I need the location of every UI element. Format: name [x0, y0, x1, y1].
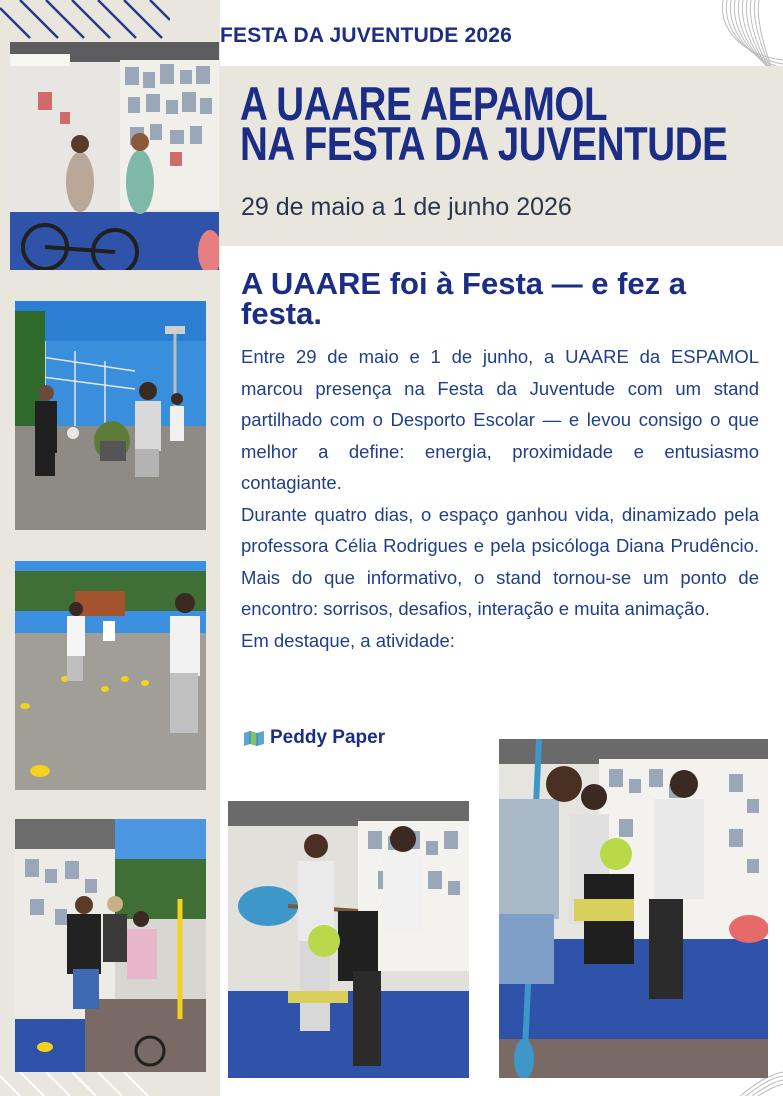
main-title — [240, 77, 728, 170]
section-title: A UAARE foi à Festa — e fez a festa. — [241, 266, 687, 331]
photo-outdoor-ball-game — [15, 301, 206, 530]
photo-outdoor-cones — [15, 561, 206, 790]
photo-peddy-paper-helmet — [228, 801, 469, 1078]
event-dates: 29 de maio a 1 de junho 2026 — [241, 193, 572, 221]
paragraph-1: Entre 29 de maio e 1 de junho, a UAARE da ESPAMOL marcou presença na Festa da Juventude com um stand partilhado com o Desporto Escolar — e levou consigo o que melhor a define: energia, proximidade e entusiasmo contagiante. — [241, 346, 759, 493]
photo-stand-exterior — [15, 819, 206, 1072]
highlight-activity — [244, 727, 385, 749]
photo-stand-interior — [10, 42, 219, 270]
paragraph-2: Durante quatro dias, o espaço ganhou vida, dinamizado pela professora Célia Rodrigues e pela psicóloga Diana Prudêncio. Mais do que informativo, o stand tornou-se um ponto de encontro: sorrisos, desafios, interação e muita animação. — [241, 503, 759, 619]
main-title-line2: NA FESTA DA JUVENTUDE — [240, 117, 728, 170]
photo-peddy-paper-group — [499, 739, 768, 1078]
article-body — [241, 341, 759, 656]
highlight-intro: Em destaque, a atividade: — [241, 629, 455, 651]
event-label: FESTA DA JUVENTUDE 2026 — [220, 24, 513, 47]
main-title-line1: A UAARE AEPAMOL — [240, 77, 608, 130]
map-icon — [244, 731, 264, 746]
highlight-activity-label: Peddy Paper — [270, 727, 386, 748]
